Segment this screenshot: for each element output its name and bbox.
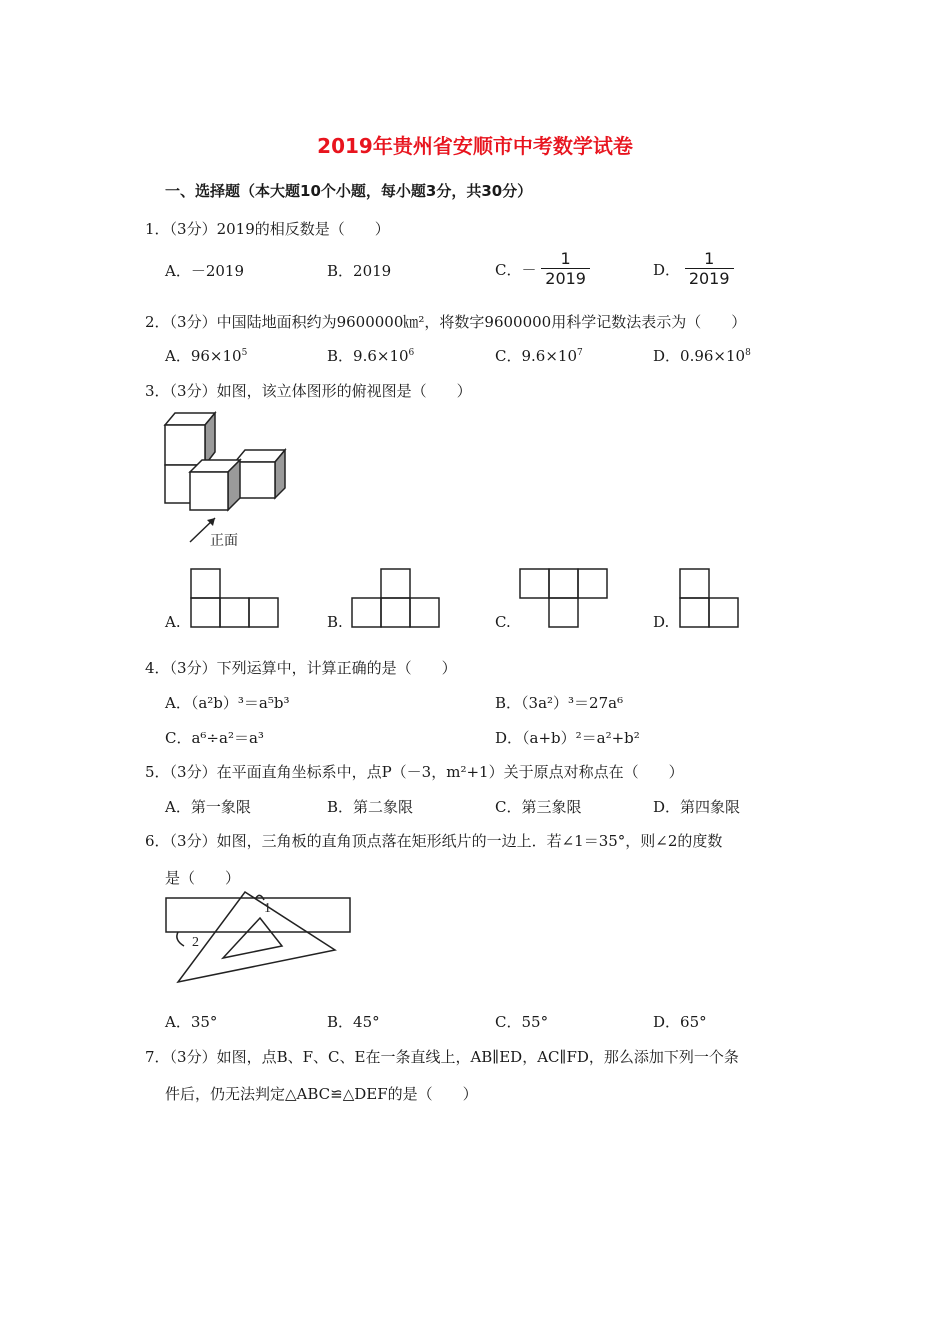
option-d-base: D．0.96×10 <box>653 347 746 365</box>
option-b-exponent: 6 <box>408 348 415 358</box>
question-2-stem: 2．（3分）中国陆地面积约为9600000㎞²，将数字9600000用科学记数法表示为（ ） <box>145 313 747 331</box>
denominator: 2019 <box>688 269 730 288</box>
question-4-option-a: A．（a²b）³＝a⁵b³ <box>165 694 290 712</box>
question-7-stem-line-2: 件后，仍无法判定△ABC≌△DEF的是（ ） <box>165 1085 478 1103</box>
triangle-rectangle-figure <box>160 890 360 990</box>
question-6-stem-line-2: 是（ ） <box>165 869 241 887</box>
question-1-option-d <box>653 250 734 289</box>
numerator: 1 <box>541 250 590 269</box>
question-2-option-a <box>165 345 247 366</box>
option-c-prefix: C．－ <box>495 261 537 279</box>
question-6-stem-line-1: 6．（3分）如图，三角板的直角顶点落在矩形纸片的一边上．若∠1＝35°，则∠2的度数 <box>145 832 723 850</box>
option-c-exponent: 7 <box>577 348 583 358</box>
question-6-option-b: B．45° <box>327 1013 380 1031</box>
question-4-option-b: B．（3a²）³＝27a⁶ <box>495 694 624 712</box>
option-d-prefix: D． <box>653 261 681 279</box>
numerator: 1 <box>685 250 734 269</box>
question-2-option-b <box>327 345 414 366</box>
question-2-option-c <box>495 345 583 366</box>
question-3-option-d-label: D. <box>653 613 670 631</box>
page-title: 2019年贵州省安顺市中考数学试卷 <box>317 134 633 158</box>
question-4-option-c: C．a⁶÷a²＝a³ <box>165 729 264 747</box>
angle-1-label: 1 <box>264 901 271 916</box>
question-6-option-c: C．55° <box>495 1013 549 1031</box>
fraction <box>541 250 590 289</box>
fraction <box>685 250 734 289</box>
question-3-option-a-label: A. <box>165 613 181 631</box>
option-a-base: A．96×10 <box>165 347 242 365</box>
question-5-option-c: C．第三象限 <box>495 798 582 816</box>
question-3-option-b-figure <box>351 568 443 630</box>
question-3-stem: 3．（3分）如图，该立体图形的俯视图是（ ） <box>145 382 472 400</box>
question-6-option-d: D．65° <box>653 1013 707 1031</box>
question-3-option-b-label: B. <box>327 613 343 631</box>
question-7-stem-line-1: 7．（3分）如图，点B、F、C、E在一条直线上，AB∥ED，AC∥FD，那么添加下列一个条 <box>145 1048 739 1066</box>
question-1-option-a: A．－2019 <box>165 262 245 280</box>
front-view-label: 正面 <box>210 533 238 549</box>
option-b-base: B．9.6×10 <box>327 347 409 365</box>
question-5-option-a: A．第一象限 <box>165 798 251 816</box>
angle-2-label: 2 <box>192 935 199 950</box>
section-heading: 一、选择题（本大题10个小题，每小题3分，共30分） <box>165 182 533 200</box>
question-5-option-b: B．第二象限 <box>327 798 414 816</box>
question-2-option-d <box>653 345 751 366</box>
question-1-option-c <box>495 250 590 289</box>
question-3-option-c-figure <box>519 568 611 630</box>
question-4-option-d: D．（a+b）²＝a²+b² <box>495 729 640 747</box>
option-d-exponent: 8 <box>745 348 751 358</box>
question-4-stem: 4．（3分）下列运算中，计算正确的是（ ） <box>145 659 457 677</box>
denominator: 2019 <box>545 269 586 288</box>
question-3-option-a-figure <box>190 568 282 630</box>
question-5-stem: 5．（3分）在平面直角坐标系中，点P（－3，m²+1）关于原点对称点在（ ） <box>145 763 684 781</box>
option-a-exponent: 5 <box>241 348 248 358</box>
question-3-option-d-figure <box>679 568 741 630</box>
option-c-base: C．9.6×10 <box>495 347 577 365</box>
question-5-option-d: D．第四象限 <box>653 798 741 816</box>
question-3-option-c-label: C. <box>495 613 511 631</box>
question-6-option-a: A．35° <box>165 1013 218 1031</box>
solid-figure <box>160 410 300 550</box>
question-1-option-b: B．2019 <box>327 262 392 280</box>
question-1-stem: 1．（3分）2019的相反数是（ ） <box>145 220 390 238</box>
